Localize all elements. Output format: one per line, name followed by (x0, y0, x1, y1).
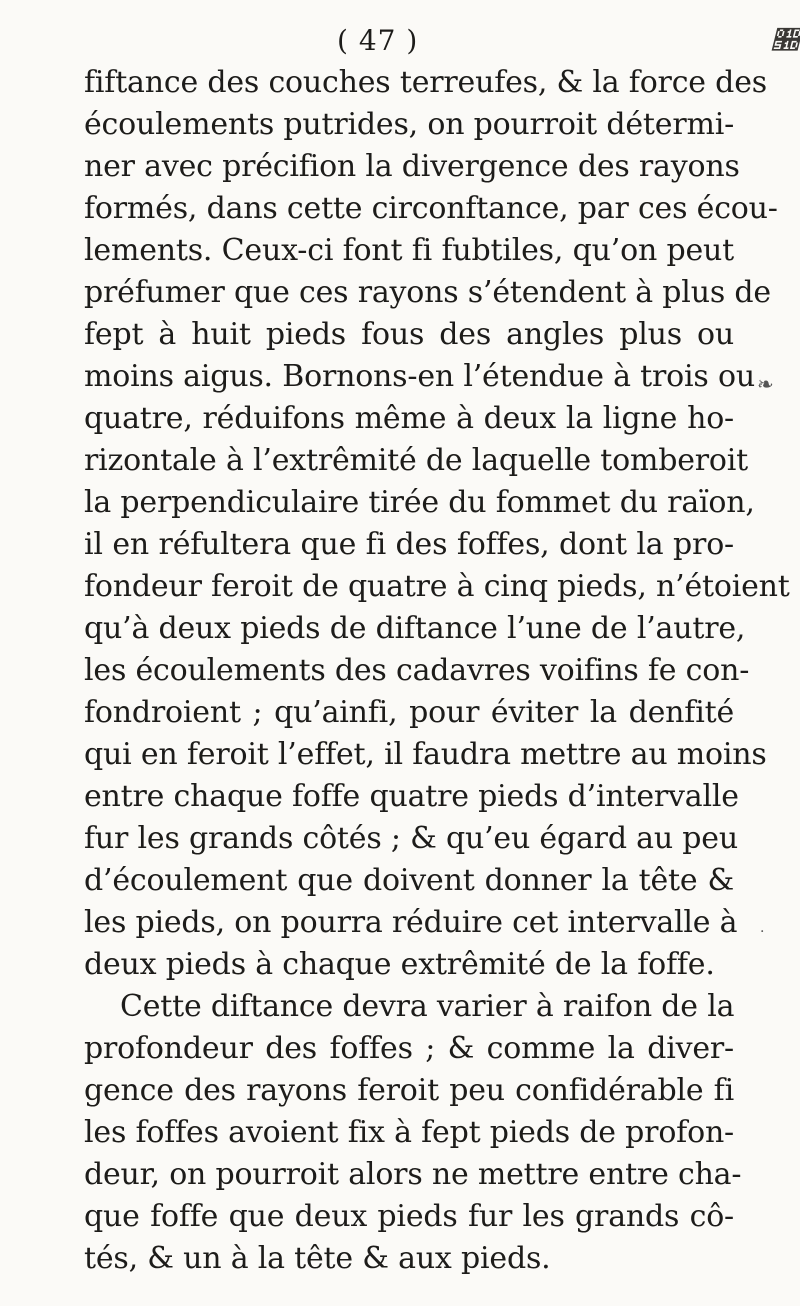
body-text (84, 62, 790, 1280)
text-line: il en réfultera que fi des foffes, dont la pro- (84, 527, 734, 562)
text-line: que foffe que deux pieds fur les grands cô- (84, 1199, 734, 1234)
text-line: qui en feroit l’effet, il faudra mettre au moins (84, 737, 767, 772)
margin-dot: · (760, 924, 765, 940)
text-line: fur les grands côtés ; & qu’eu égard au peu (84, 821, 738, 856)
text-line: lements. Ceux-ci font fi fubtiles, qu’on peut (84, 233, 734, 268)
text-line: fondroient ; qu’ainfi, pour éviter la denfité (84, 695, 734, 730)
text-line: fept à huit pieds fous des angles plus ou (84, 317, 734, 352)
text-line: rizontale à l’extrêmité de laquelle tomberoit (84, 443, 749, 478)
margin-mark: 𝔝 (772, 26, 798, 56)
text-line: fondeur feroit de quatre à cinq pieds, n’étoient (84, 569, 790, 604)
text-line: moins aigus. Bornons-en l’étendue à trois ou (84, 359, 755, 394)
margin-ornament: ❧ (757, 372, 774, 396)
text-line: Cette diftance devra varier à raifon de la (120, 989, 735, 1024)
text-line: entre chaque foffe quatre pieds d’intervalle (84, 779, 739, 814)
text-line: d’écoulement que doivent donner la tête & (84, 863, 734, 898)
text-line: gence des rayons feroit peu confidérable fi (84, 1073, 734, 1108)
text-line: fiftance des couches terreufes, & la force des (84, 65, 767, 100)
text-line: la perpendiculaire tirée du fommet du raïon, (84, 485, 755, 520)
text-line: qu’à deux pieds de diftance l’une de l’autre, (84, 611, 746, 646)
text-line: profondeur des foffes ; & comme la diver- (84, 1031, 734, 1066)
text-line: les écoulements des cadavres voifins fe con- (84, 653, 750, 688)
page-number: ( 47 ) (337, 24, 419, 57)
text-line: ner avec précifion la divergence des rayons (84, 149, 740, 184)
text-line: les pieds, on pourra réduire cet intervalle à (84, 905, 738, 940)
text-line: écoulements putrides, on pourroit détermi- (84, 107, 735, 142)
text-line: les foffes avoient fix à fept pieds de profon- (84, 1115, 734, 1150)
text-line: préfumer que ces rayons s’étendent à plus de (84, 275, 771, 310)
text-line: tés, & un à la tête & aux pieds. (84, 1241, 551, 1276)
text-line: deur, on pourroit alors ne mettre entre cha- (84, 1157, 742, 1192)
text-line: quatre, réduifons même à deux la ligne ho- (84, 401, 734, 436)
text-line: formés, dans cette circonftance, par ces écou- (84, 191, 778, 226)
text-line: deux pieds à chaque extrêmité de la foffe. (84, 947, 715, 982)
